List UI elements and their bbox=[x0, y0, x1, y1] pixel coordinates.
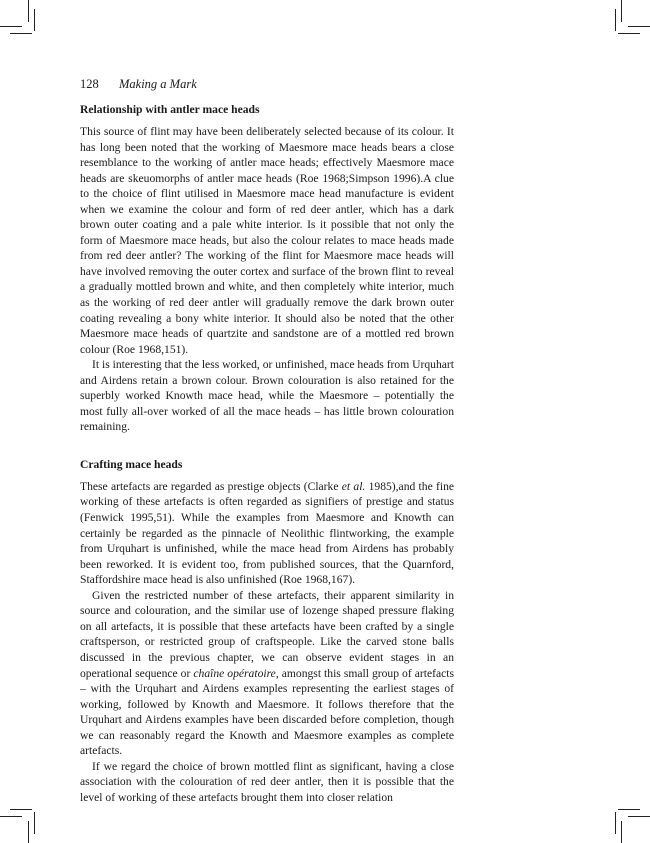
page-body bbox=[80, 102, 454, 805]
paragraph-text: 1985),and the fine working of these artefacts is often regarded as signifiers of prestige and status (Fenwick 1995,51). While the examples from Maesmore and Knowth can certainly be regarded as the pinnacle of Neolithic flintworking, the example from Urquhart is unfinished, while the mace head from Airdens has probably been reworked. It is evident too, from published sources, that the Quarnford, Staffordshire mace head is also unfinished (Roe 1968,167). bbox=[80, 479, 455, 587]
body-paragraph: It is interesting that the less worked, or unfinished, mace heads from Urquhart and Airdens retain a brown colour. Brown colouration is also retained for the superbly worked Knowth mace head, while the Maesmore – potentially the most fully all-over worked of all the mace heads – has little brown colouration remaining. bbox=[80, 358, 454, 434]
body-paragraph bbox=[80, 479, 454, 588]
crop-mark bbox=[28, 821, 29, 843]
crop-mark bbox=[34, 9, 35, 31]
crop-mark bbox=[628, 816, 650, 817]
crop-mark bbox=[621, 0, 622, 22]
crop-mark bbox=[10, 809, 32, 810]
running-header bbox=[80, 77, 197, 92]
section-heading: Crafting mace heads bbox=[80, 457, 183, 471]
crop-mark bbox=[628, 26, 650, 27]
italic-text: chaîne opératoire bbox=[193, 666, 276, 680]
crop-mark bbox=[615, 9, 616, 31]
body-paragraph: If we regard the choice of brown mottled flint as significant, having a close association with the colouration of red deer antler, then it is possible that the level of working of these artefacts brought them into closer relation bbox=[80, 759, 454, 804]
crop-mark bbox=[618, 809, 640, 810]
section-heading: Relationship with antler mace heads bbox=[80, 103, 260, 116]
crop-mark bbox=[28, 0, 29, 22]
crop-mark bbox=[0, 26, 22, 27]
crop-mark bbox=[621, 821, 622, 843]
crop-mark bbox=[615, 812, 616, 834]
book-title: Making a Mark bbox=[119, 77, 197, 91]
crop-mark bbox=[0, 816, 22, 817]
body-paragraph: This source of flint may have been deliberately selected because of its colour. It has long been noted that the working of Maesmore mace heads bears a close resemblance to the working of antler mace heads; effectively Maesmore mace heads are skeuomorphs of antler mace heads (Roe 1968;Simpson 1996).A clue to the choice of flint utilised in Maesmore mace head manufacture is evident when we examine the colour and form of red deer antler, which has a dark brown outer coating and a pale white interior. Is it possible that not only the form of Maesmore mace heads, but also the colour relates to mace heads made from red deer antler? The working of the flint for Maesmore mace heads will have involved removing the outer cortex and surface of the brown flint to reveal a gradually mottled brown and white, and then completely white interior, much as the working of red deer antler will gradually remove the dark brown outer coating revealing a bony white interior. It should also be noted that the other Maesmore mace heads of quartzite and sandstone are of a mottled red brown colour (Roe 1968,151). bbox=[80, 125, 454, 356]
paragraph-text: Given the restricted number of these artefacts, their apparent similarity in source and colouration, and the similar use of lozenge shaped pressure flaking on all artefacts, it is possible that these artefacts have been crafted by a single craftsperson, or restricted group of craftspeople. Like the carved stone balls discussed in the previous chapter, we can observe evident stages in an operational sequence or bbox=[80, 588, 454, 680]
crop-mark bbox=[10, 33, 32, 34]
paragraph-text: These artefacts are regarded as prestige objects (Clarke bbox=[80, 479, 342, 493]
paragraph-text: , amongst this small group of artefacts – with the Urquhart and Airdens examples representing the earliest stages of working, followed by Knowth and Maesmore. It follows therefore that the Urquhart and Airdens examples have been discarded before completion, though we can reasonably regard the Knowth and Maesmore examples as complete artefacts. bbox=[80, 666, 454, 758]
crop-mark bbox=[618, 33, 640, 34]
page-number: 128 bbox=[80, 77, 99, 91]
crop-mark bbox=[34, 812, 35, 834]
italic-text: et al. bbox=[341, 479, 366, 493]
body-paragraph bbox=[80, 588, 454, 759]
